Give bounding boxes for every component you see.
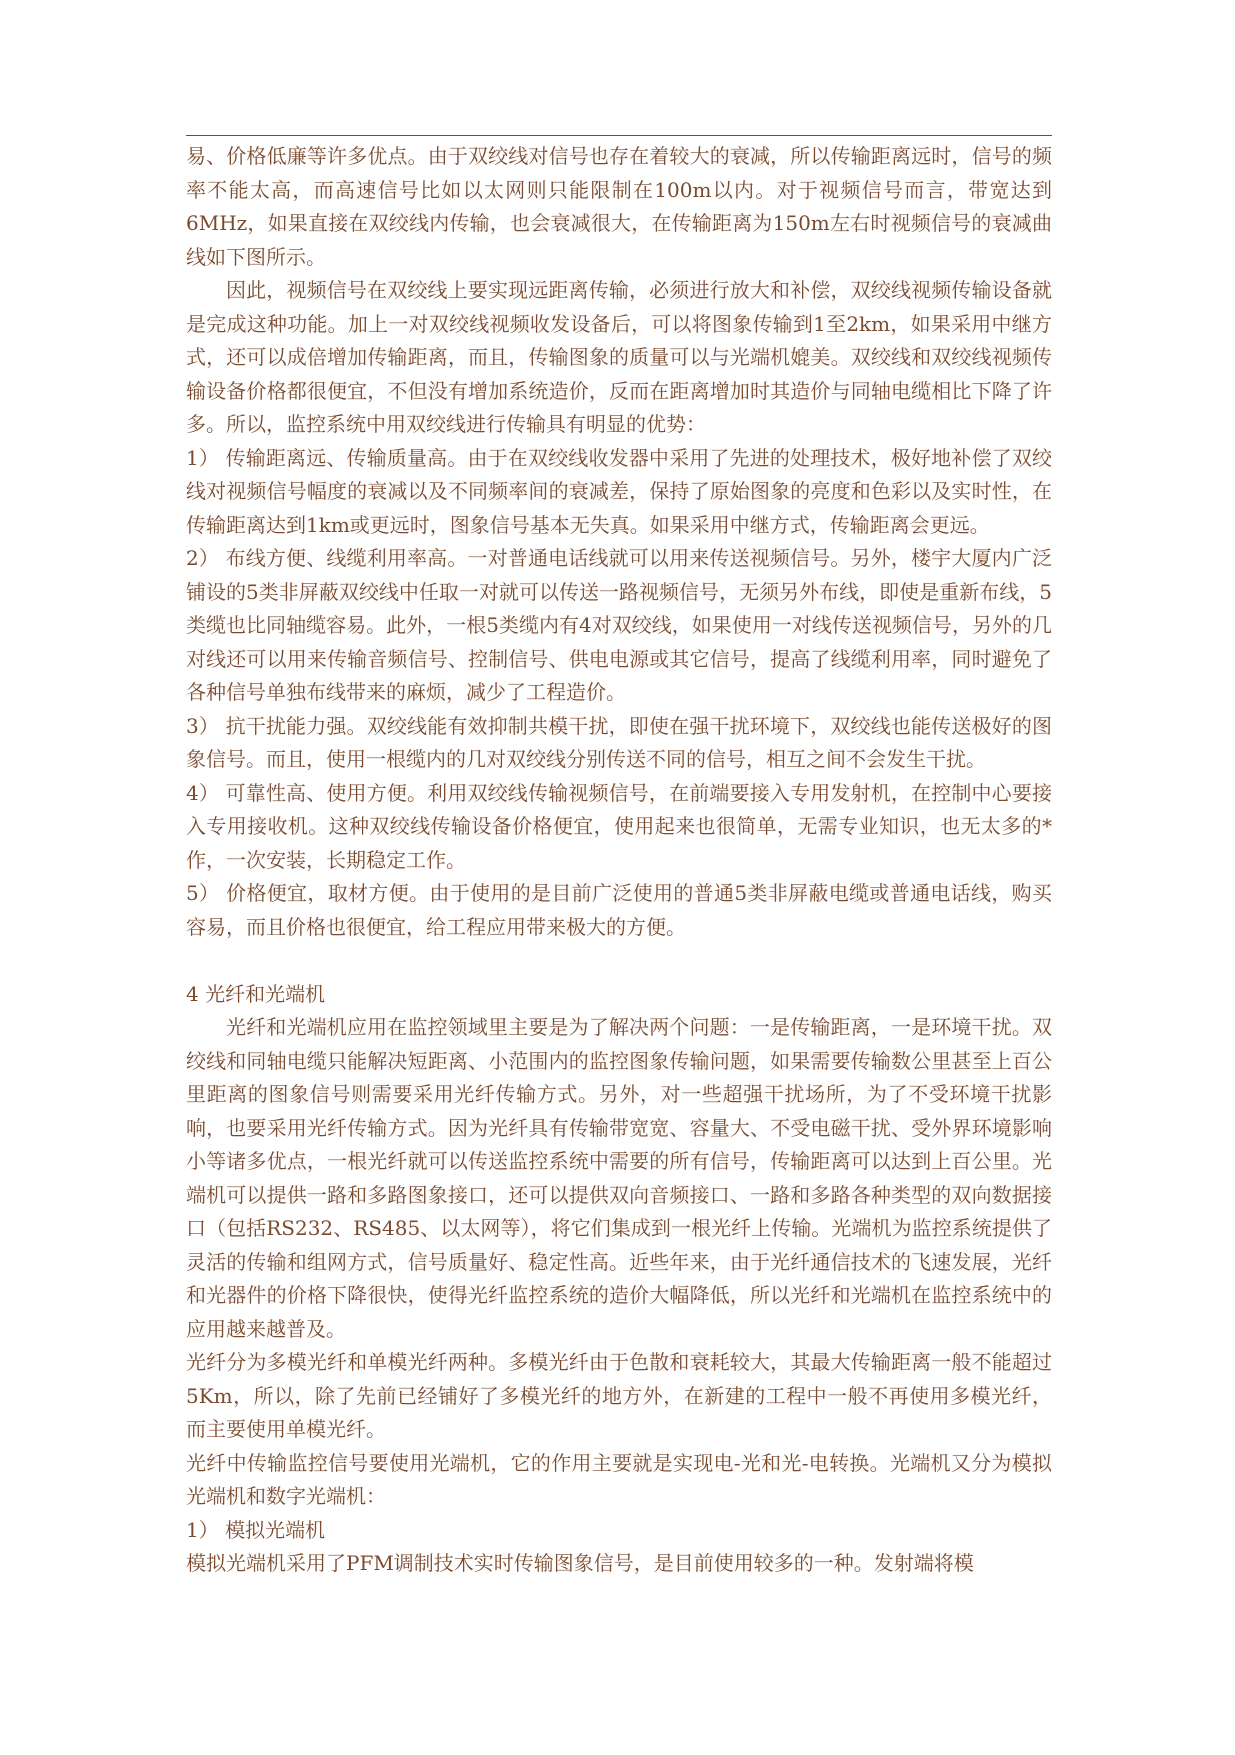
section-heading-fiber: 4 光纤和光端机 <box>186 981 326 1006</box>
paragraph-optical-transceiver: 光纤中传输监控信号要使用光端机，它的作用主要就是实现电-光和光-电转换。光端机又分为模拟光端机和数字光端机： <box>186 1450 1052 1508</box>
list-item-advantage-4: 4） 可靠性高、使用方便。利用双绞线传输视频信号，在前端要接入专用发射机，在控制中心要接入专用接收机。这种双绞线传输设备价格便宜，使用起来也很简单，无需专业知识，也无太多的*作，一次安装，长期稳定工作。 <box>186 780 1052 872</box>
section-spacer <box>186 944 1052 978</box>
paragraph-analog-transceiver: 模拟光端机采用了PFM调制技术实时传输图象信号，是目前使用较多的一种。发射端将模 <box>186 1551 974 1575</box>
list-item-analog-transceiver: 1） 模拟光端机 <box>186 1517 326 1542</box>
paragraph-twisted-pair-transmission: 因此，视频信号在双绞线上要实现远距离传输，必须进行放大和补偿，双绞线视频传输设备就是完成这种功能。加上一对双绞线视频收发设备后，可以将图象传输到1至2km，如果采用中继方式，还可以成倍增加传输距离，而且，传输图象的质量可以与光端机媲美。双绞线和双绞线视频传输设备价格都很便宜，不但没有增加系统造价，反而在距离增加时其造价与同轴电缆相比下降了许多。所以，监控系统中用双绞线进行传输具有明显的优势： <box>186 278 1052 436</box>
list-item-advantage-2: 2） 布线方便、线缆利用率高。一对普通电话线就可以用来传送视频信号。另外，楼宇大厦内广泛铺设的5类非屏蔽双绞线中任取一对就可以传送一路视频信号，无须另外布线，即使是重新布线，5类缆也比同轴缆容易。此外，一根5类缆内有4对双绞线，如果使用一对线传送视频信号，另外的几对线还可以用来传输音频信号、控制信号、供电电源或其它信号，提高了线缆利用率，同时避免了各种信号单独布线带来的麻烦，减少了工程造价。 <box>186 546 1052 704</box>
paragraph-fiber-intro: 光纤和光端机应用在监控领域里主要是为了解决两个问题：一是传输距离，一是环境干扰。双绞线和同轴电缆只能解决短距离、小范围内的监控图象传输问题，如果需要传输数公里甚至上百公里距离的图象信号则需要采用光纤传输方式。另外，对一些超强干扰场所，为了不受环境干扰影响，也要采用光纤传输方式。因为光纤具有传输带宽宽、容量大、不受电磁干扰、受外界环境影响小等诸多优点，一根光纤就可以传送监控系统中需要的所有信号，传输距离可以达到上百公里。光端机可以提供一路和多路图象接口，还可以提供双向音频接口、一路和多路各种类型的双向数据接口（包括RS232、RS485、以太网等），将它们集成到一根光纤上传输。光端机为监控系统提供了灵活的传输和组网方式，信号质量好、稳定性高。近些年来，由于光纤通信技术的飞速发展，光纤和光器件的价格下降很快，使得光纤监控系统的造价大幅降低，所以光纤和光端机在监控系统中的应用越来越普及。 <box>186 1015 1052 1341</box>
list-item-advantage-3: 3） 抗干扰能力强。双绞线能有效抑制共模干扰，即使在强干扰环境下，双绞线也能传送极好的图象信号。而且，使用一根缆内的几对双绞线分别传送不同的信号，相互之间不会发生干扰。 <box>186 713 1052 771</box>
list-item-advantage-5: 5） 价格便宜，取材方便。由于使用的是目前广泛使用的普通5类非屏蔽电缆或普通电话线，购买容易，而且价格也很便宜，给工程应用带来极大的方便。 <box>186 881 1052 939</box>
document-body <box>186 140 1052 1581</box>
list-item-advantage-1: 1） 传输距离远、传输质量高。由于在双绞线收发器中采用了先进的处理技术，极好地补偿了双绞线对视频信号幅度的衰减以及不同频率间的衰减差，保持了原始图象的亮度和色彩以及实时性，在传输距离达到1km或更远时，图象信号基本无失真。如果采用中继方式，传输距离会更远。 <box>186 445 1052 537</box>
header-rule <box>186 135 1052 136</box>
paragraph-twisted-pair-intro: 易、价格低廉等许多优点。由于双绞线对信号也存在着较大的衰减，所以传输距离远时，信号的频率不能太高，而高速信号比如以太网则只能限制在100m以内。对于视频信号而言，带宽达到6MHz，如果直接在双绞线内传输，也会衰减很大，在传输距离为150m左右时视频信号的衰减曲线如下图所示。 <box>186 144 1052 269</box>
paragraph-fiber-types: 光纤分为多模光纤和单模光纤两种。多模光纤由于色散和衰耗较大，其最大传输距离一般不能超过5Km，所以，除了先前已经铺好了多模光纤的地方外，在新建的工程中一般不再使用多模光纤，而主要使用单模光纤。 <box>186 1350 1052 1441</box>
